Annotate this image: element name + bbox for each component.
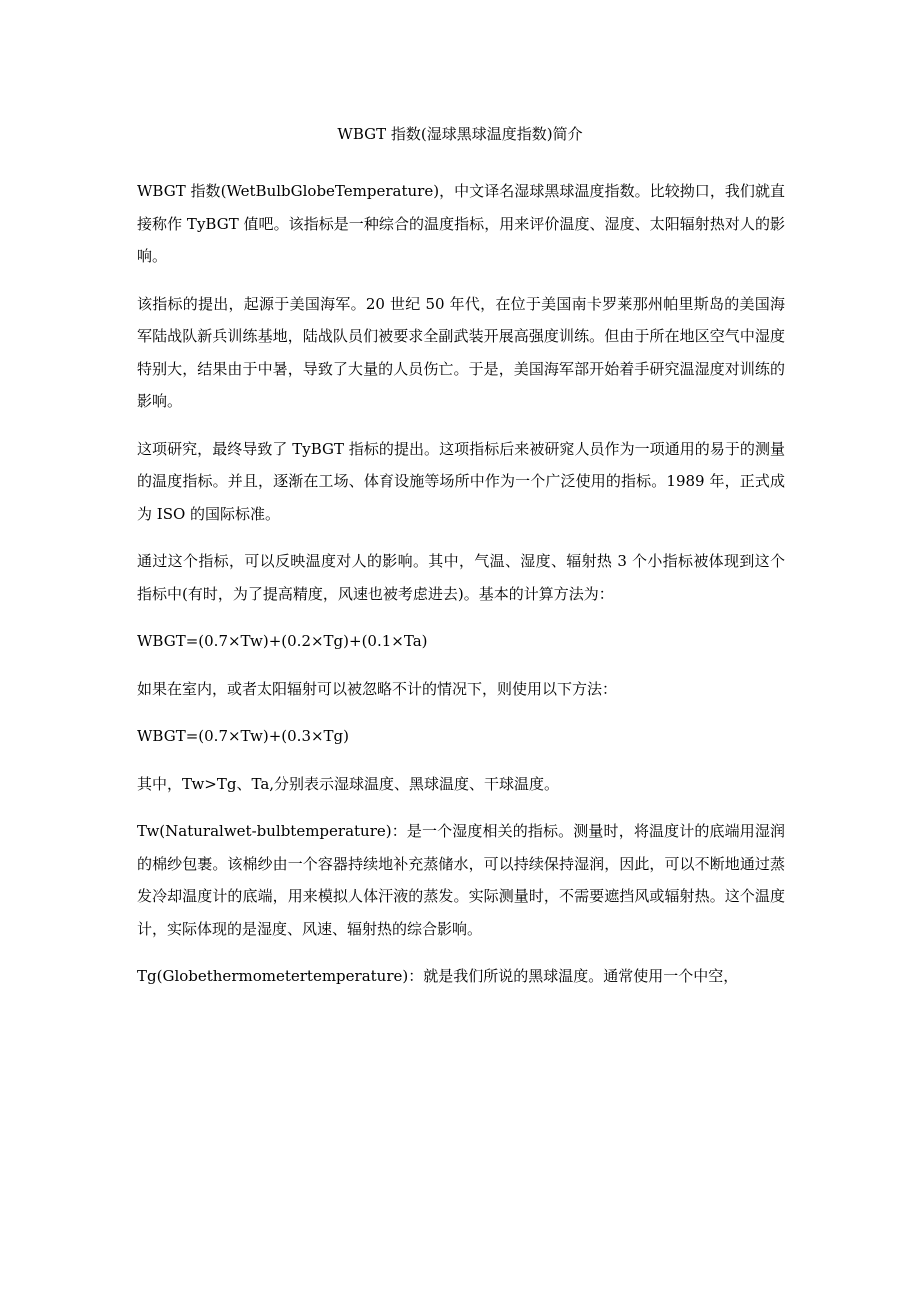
paragraph-indoor: 如果在室内，或者太阳辐射可以被忽略不计的情况下，则使用以下方法：	[137, 679, 618, 698]
paragraph-calculation: 通过这个指标，可以反映温度对人的影响。其中，气温、湿度、辐射热 3 个小指标被体现到这个指标中(有时，为了提高精度，风速也被考虑进去)。基本的计算方法为：	[137, 552, 785, 603]
paragraph-origin: 该指标的提出，起源于美国海军。20 世纪 50 年代，在位于美国南卡罗莱那州帕里斯岛的美国海军陆战队新兵训练基地，陆战队员们被要求全副武装开展高强度训练。但由于所在地区空气中湿度特别大，结果由于中暑，导致了大量的人员伤亡。于是，美国海军部开始着手研究温湿度对训练的影响。	[137, 294, 785, 410]
formula-indoor: WBGT=(0.7×Tw)+(0.3×Tg)	[137, 727, 350, 745]
paragraph-intro: WBGT 指数(WetBulbGlobeTemperature)，中文译名湿球黑球温度指数。比较拗口，我们就直接称作 TyBGT 值吧。该指标是一种综合的温度指标，用来评价温度、湿度、太阳辐射热对人的影响。	[137, 182, 785, 265]
paragraph-definitions: 其中，Tw>Tg、Ta,分别表示湿球温度、黑球温度、干球温度。	[137, 774, 560, 793]
formula-outdoor: WBGT=(0.7×Tw)+(0.2×Tg)+(0.1×Ta)	[137, 632, 428, 650]
document-body	[137, 175, 785, 1008]
paragraph-tg: Tg(Globethermometertemperature)：就是我们所说的黑球温度。通常使用一个中空，	[137, 967, 739, 985]
document-title: WBGT 指数(湿球黑球温度指数)简介	[337, 125, 583, 143]
paragraph-tw: Tw(Naturalwet-bulbtemperature)：是一个湿度相关的指标。测量时，将温度计的底端用湿润的棉纱包裹。该棉纱由一个容器持续地补充蒸储水，可以持续保持湿润，因此，可以不断地通过蒸发冷却温度计的底端，用来模拟人体汗液的蒸发。实际测量时，不需要遮挡风或辐射热。这个温度计，实际体现的是湿度、风速、辐射热的综合影响。	[137, 822, 785, 938]
paragraph-research: 这项研究，最终导致了 TyBGT 指标的提出。这项指标后来被研窕人员作为一项通用的易于的测量的温度指标。并且，逐渐在工场、体育设施等场所中作为一个广泛使用的指标。1989 年，正式成为 ISO 的国际标准。	[137, 439, 785, 523]
